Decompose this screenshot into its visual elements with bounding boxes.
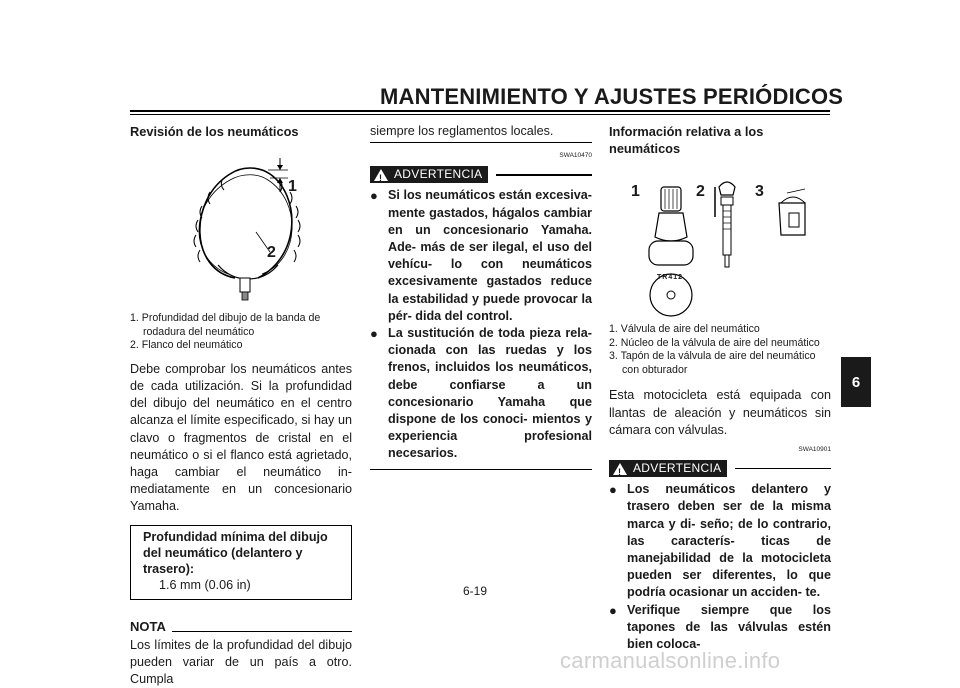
- tire-check-paragraph: Debe comprobar los neumáticos antes de cada utilización. Si la profundidad del dibujo del neumático en el centro alcanza el límite especificado, si hay un clavo o fragmentos de cristal en el neumático o si el flanco está agrietado, haga cambiar el neumático in- mediatamente en un concesionario Yamaha.: [130, 361, 352, 514]
- warning-rule: [735, 468, 831, 470]
- nota-rule: [172, 631, 352, 632]
- spec-value: 1.6 mm (0.06 in): [159, 577, 251, 592]
- tire-cross-section-illustration: [130, 140, 352, 310]
- bullet-text: Los neumáticos delantero y trasero deben ser de la misma marca y di- seño; de lo contrario, las caracterís- ticas de manejabilidad de la motocicleta pueden ser diferentes, lo que podría ocasionar un acciden- te.: [627, 482, 831, 600]
- warning-rule: [496, 174, 592, 176]
- caption-line: 1. Válvula de aire del neumático: [609, 323, 760, 336]
- warning-header: [609, 460, 831, 477]
- warning-badge: [609, 460, 727, 477]
- caption-line: con obturador: [622, 363, 688, 376]
- section-title-tire-check: Revisión de los neumáticos: [130, 124, 299, 139]
- chapter-tab[interactable]: 6: [841, 357, 871, 407]
- middle-column: [370, 123, 592, 470]
- caption-line: 1. Profundidad del dibujo de la banda de: [130, 312, 321, 325]
- warning-bullet: [370, 325, 592, 463]
- figure-label-3: 3: [755, 183, 764, 201]
- bullet-text: Si los neumáticos están excesiva- mente gastados, hágalos cambiar en un concesionario Yamaha. Ade- más de ser ilegal, el uso del vehícu- lo con neumáticos excesivamente gastados reduce la estabilidad y puede provocar la pér- dida del control.: [388, 188, 592, 323]
- warning-badge: [370, 166, 488, 183]
- nota-header: [130, 618, 352, 635]
- figure-label-1: 1: [631, 183, 640, 201]
- nota-label: NOTA: [130, 618, 166, 634]
- spec-title: Profundidad mínima del dibujo del neumático (delantero y trasero):: [143, 529, 328, 576]
- page-number: 6-19: [462, 584, 488, 598]
- figure-caption: [130, 312, 352, 353]
- warning-triangle-icon: !: [374, 169, 388, 181]
- figure-label-2: 2: [267, 244, 276, 262]
- tire-figure: [130, 140, 352, 310]
- header-rule-thin: [130, 114, 830, 115]
- tubeless-paragraph: Esta motocicleta está equipada con llantas de aleación y neumáticos sin cámara con válvulas.: [609, 388, 831, 437]
- valve-parts-illustration: [609, 157, 831, 317]
- warning-label: ADVERTENCIA: [633, 461, 722, 476]
- bullet-icon: ●: [370, 188, 378, 204]
- warning-bullet: [370, 187, 592, 325]
- caption-line: rodadura del neumático: [143, 325, 255, 338]
- warning-code: SWA10470: [559, 152, 592, 160]
- nota-text: Los límites de la profundidad del dibujo pueden variar de un país a otro. Cumpla: [130, 637, 352, 687]
- bullet-icon: ●: [609, 602, 617, 618]
- bullet-text: La sustitución de toda pieza rela- cionada con las ruedas y los frenos, incluidos los neumáticos, debe confiarse a un concesionario Yamaha que dispone de los conoci- mientos y experiencia profesional necesarios.: [388, 326, 592, 461]
- valve-figure: [609, 157, 831, 317]
- warning-bullet: [609, 602, 831, 654]
- header-rule: [130, 110, 830, 112]
- figure-caption: [609, 323, 831, 377]
- valve-cap-stamp: TR412: [657, 274, 684, 282]
- warning-end-rule: [370, 469, 592, 471]
- divider: [370, 142, 592, 143]
- page-header-title: MANTENIMIENTO Y AJUSTES PERIÓDICOS: [380, 84, 844, 109]
- figure-label-1: 1: [288, 178, 297, 196]
- bullet-icon: ●: [370, 326, 378, 342]
- caption-line: 2. Flanco del neumático: [130, 339, 243, 352]
- left-column: [130, 123, 352, 688]
- watermark: carmanualsonline.info: [560, 648, 781, 673]
- spec-box: [130, 525, 352, 600]
- warning-code: SWA10901: [798, 446, 831, 454]
- continued-text: siempre los reglamentos locales.: [370, 124, 554, 138]
- caption-line: 2. Núcleo de la válvula de aire del neumático: [609, 336, 820, 349]
- caption-line: 3. Tapón de la válvula de aire del neumático: [609, 350, 816, 363]
- warning-label: ADVERTENCIA: [394, 167, 483, 182]
- bullet-icon: ●: [609, 482, 617, 498]
- right-column: [609, 123, 831, 653]
- warning-triangle-icon: !: [613, 463, 627, 475]
- figure-label-2: 2: [696, 183, 705, 201]
- warning-header: [370, 166, 592, 183]
- warning-bullet: [609, 481, 831, 601]
- bullet-text: Verifique siempre que los tapones de las válvulas estén bien coloca-: [627, 602, 831, 652]
- section-title-tire-info: Información relativa a los neumáticos: [609, 124, 764, 157]
